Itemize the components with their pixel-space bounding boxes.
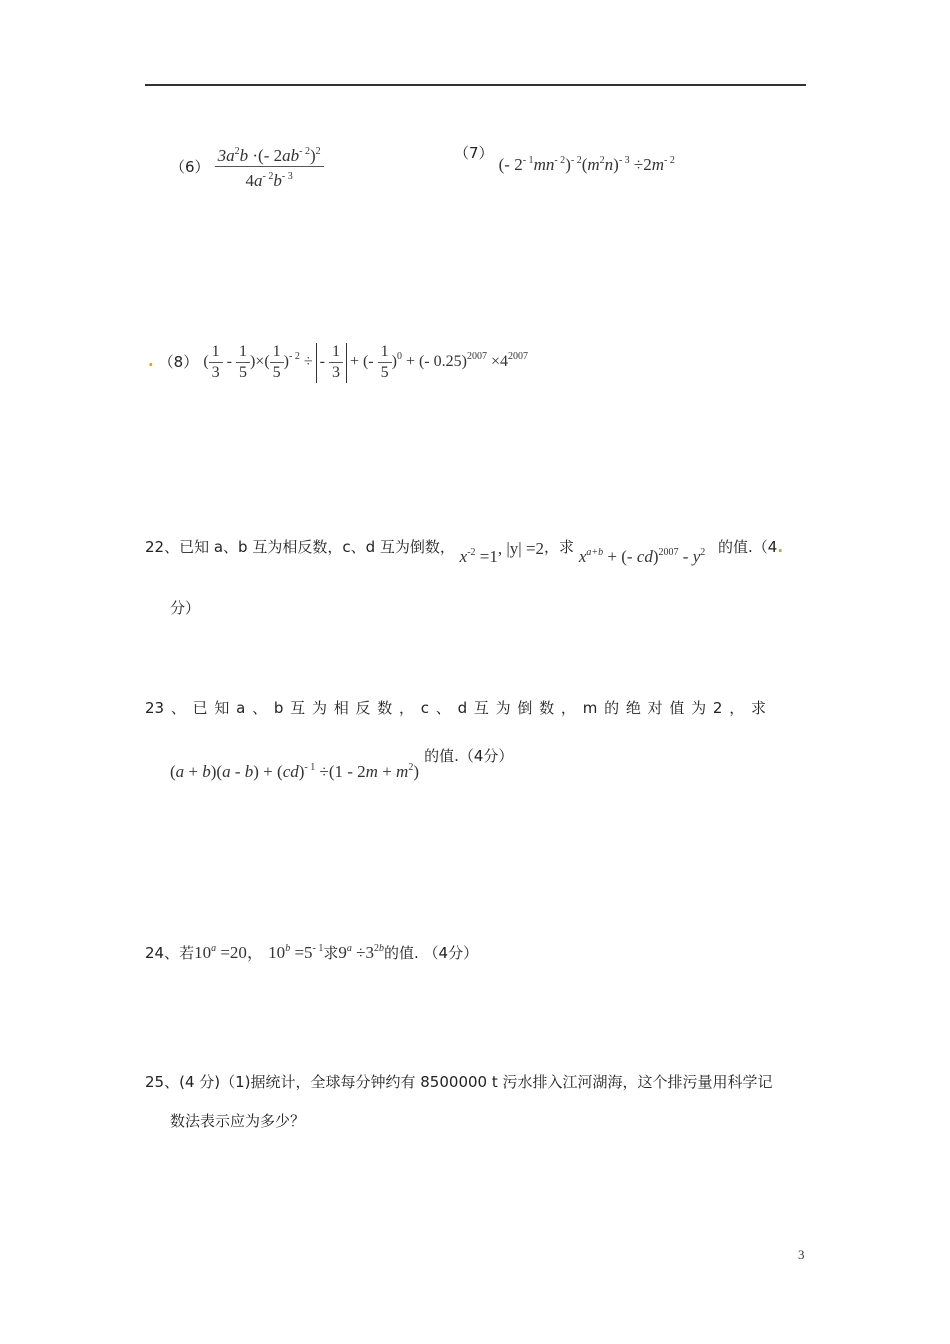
problem-8-expression: ( $\frac{1}{3}$ - $\frac{1}{5}$ )×( $\frac{1}{5}$ )$^{- 2}$ ÷ - $\frac{1}{3}$ + (- $\frac{1}{5}$ )$^0$ + (- $0.25)^{2007} \times 4^{2007}$ [203, 343, 528, 381]
problem-7-expression: (- $2^{- 1}mn^{- 2})^{- 2}(m^2n)^{- 3} \div 2m^{- 2}$ [498, 155, 675, 174]
problem-6-expression: $\frac{3a^2b \cdot(- 2ab^{- 2})^2}{4a^{- 2}b^{- 3}}$ [215, 142, 324, 191]
question-25-line-1: 25、(4 分)（1)据统计，全球每分钟约有 8500000 t 污水排入江河湖海，这个排污量用科学记 [145, 1073, 773, 1091]
problem-6-label: （6） [170, 158, 210, 176]
problem-7 [454, 142, 675, 174]
question-24-condition-a: $10^a =20$， $10^b =5^{- 1}$ [194, 943, 324, 962]
problem-7-label: （7） [454, 144, 494, 162]
question-22-ask: ，求 [544, 538, 575, 556]
question-23-expression: $(a + b)(a - b) + (cd)^{- 1} \div(1 - 2m + m^2)$ [170, 762, 419, 781]
question-22-line-1: 22、已知 a、b 互为相反数，c、d 互为倒数， $x^{-2} =1$, |y| =2，求 $x^{a+b}$ + (- $cd)^{2007} - y^2$ 的值.（4. [145, 538, 784, 566]
question-22-line-2: 分） [170, 599, 201, 617]
question-24-mid: 求 [323, 944, 339, 962]
question-24-prefix: 24、若 [145, 944, 195, 962]
question-22-expression: $x^{a+b}$ + (- $cd)^{2007} - y^2$ [578, 547, 706, 566]
problem-8-label: （8） [158, 353, 199, 372]
header-rule [145, 84, 806, 86]
question-24 [145, 938, 478, 963]
question-24-suffix: 的值. （4分） [383, 944, 479, 962]
page-number: 3 [798, 1247, 805, 1262]
question-23-suffix: 的值.（4分） [424, 747, 514, 765]
question-25-line-2: 数法表示应为多少？ [170, 1112, 306, 1130]
question-24-expression: $9^a \div 3^{2b}$ [338, 943, 384, 962]
question-22-condition-y: , |y| =2 [497, 539, 545, 558]
question-23-line-1: 23 、 已 知 a 、 b 互 为 相 反 数 ， c 、 d 互 为 倒 数 ， m 的 绝 对 值 为 2 ， 求 [145, 699, 767, 717]
question-22-text: 22、已知 a、b 互为相反数，c、d 互为倒数， [145, 538, 455, 556]
problem-8: . （8） ( $\frac{1}{3}$ - $\frac{1}{5}$ )×( $\frac{1}{5}$ )$^{- 2}$ ÷ - $\frac{1}{3}$ + (- $\frac{1}{5}$ )$^0$ + (- $0.25)^{2007} \times 4^{2007}$ [148, 343, 528, 381]
question-22-suffix: 的值.（4 [718, 538, 778, 556]
question-22-condition-x: $x^{-2} =1$ [459, 547, 498, 566]
question-23-line-2 [170, 745, 514, 781]
problem-6 [170, 142, 324, 191]
